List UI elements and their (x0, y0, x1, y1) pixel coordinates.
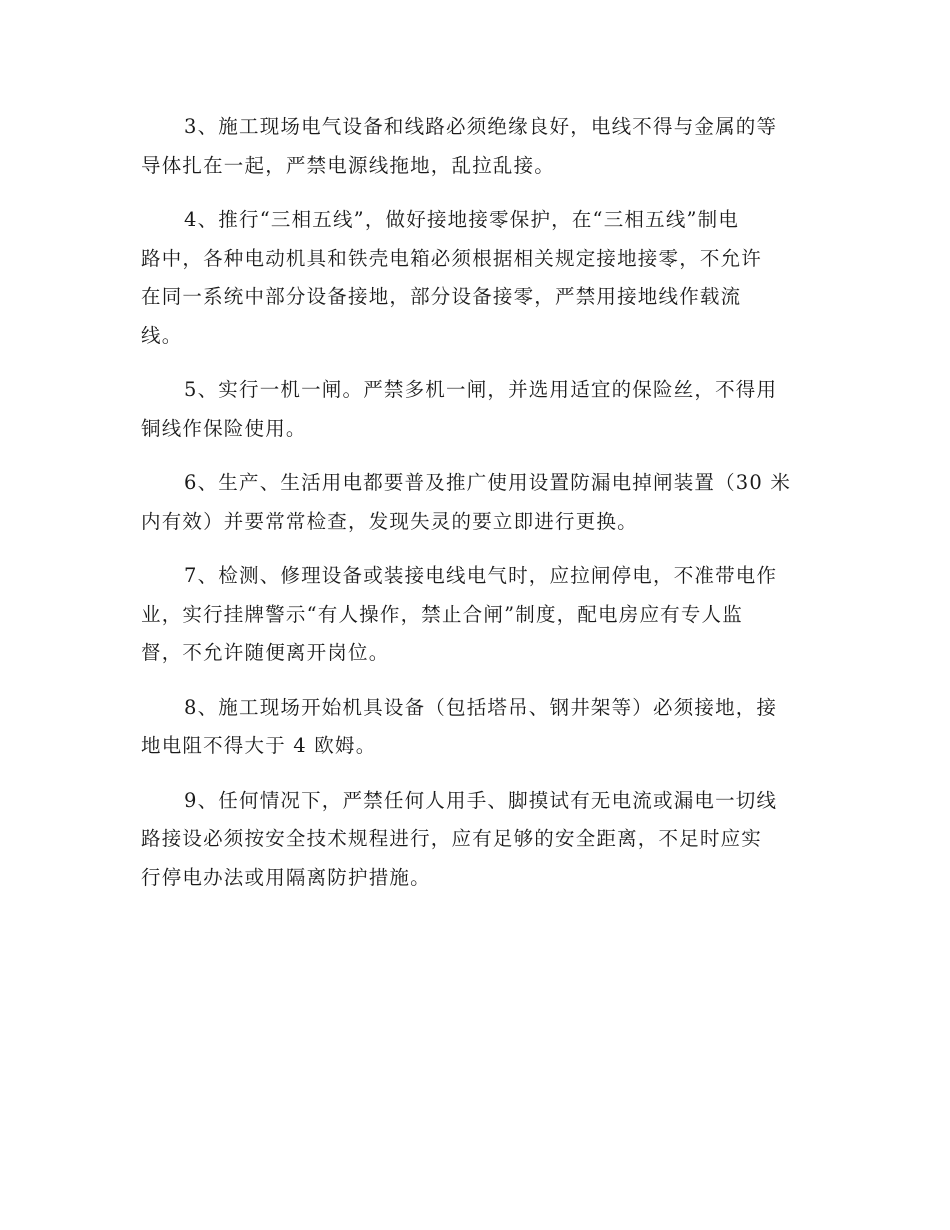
paragraph-item-4 (141, 201, 811, 355)
paragraph-line: 3、施工现场电气设备和线路必须绝缘良好，电线不得与金属的等 (184, 115, 778, 138)
paragraph-line: 7、检测、修理设备或装接电线电气时，应拉闸停电，不准带电作 (184, 564, 778, 587)
paragraph-line: 8、施工现场开始机具设备（包括塔吊、钢井架等）必须接地，接 (184, 695, 778, 719)
paragraph-item-9 (141, 782, 811, 898)
paragraph-line: 在同一系统中部分设备接地，部分设备接零，严禁用接地线作载流 (141, 285, 742, 308)
paragraph-line: 业，实行挂牌警示“有人操作，禁止合闸”制度，配电房应有专人监 (141, 602, 743, 626)
paragraph-item-6 (141, 464, 811, 541)
paragraph-line: 4、推行“三相五线”，做好接地接零保护，在“三相五线”制电 (184, 208, 740, 231)
paragraph-line: 督，不允许随便离开岗位。 (141, 641, 390, 664)
paragraph-item-5 (141, 371, 811, 448)
paragraph-item-7 (141, 557, 811, 673)
paragraph-item-3 (141, 108, 811, 185)
paragraph-line: 5、实行一机一闸。严禁多机一闸，并选用适宜的保险丝，不得用 (184, 378, 778, 401)
paragraph-item-8 (141, 689, 811, 766)
paragraph-line: 导体扎在一起，严禁电源线拖地，乱拉乱接。 (141, 153, 556, 177)
paragraph-line: 铜线作保险使用。 (141, 416, 307, 440)
paragraph-line: 路中，各种电动机具和铁壳电箱必须根据相关规定接地接零，不允许 (141, 246, 763, 270)
paragraph-line: 内有效）并要常常检查，发现失灵的要立即进行更换。 (141, 509, 638, 533)
paragraph-line: 路接设必须按安全技术规程进行，应有足够的安全距离，不足时应实 (141, 827, 763, 850)
document-body (141, 108, 811, 913)
paragraph-line: 行停电办法或用隔离防护措施。 (141, 865, 431, 889)
paragraph-line: 6、生产、生活用电都要普及推广使用设置防漏电掉闸装置（30 米 (184, 471, 792, 494)
paragraph-line: 9、任何情况下，严禁任何人用手、脚摸试有无电流或漏电一切线 (184, 788, 778, 812)
paragraph-line: 地电阻不得大于 4 欧姆。 (141, 734, 377, 757)
paragraph-line: 线。 (141, 323, 183, 347)
